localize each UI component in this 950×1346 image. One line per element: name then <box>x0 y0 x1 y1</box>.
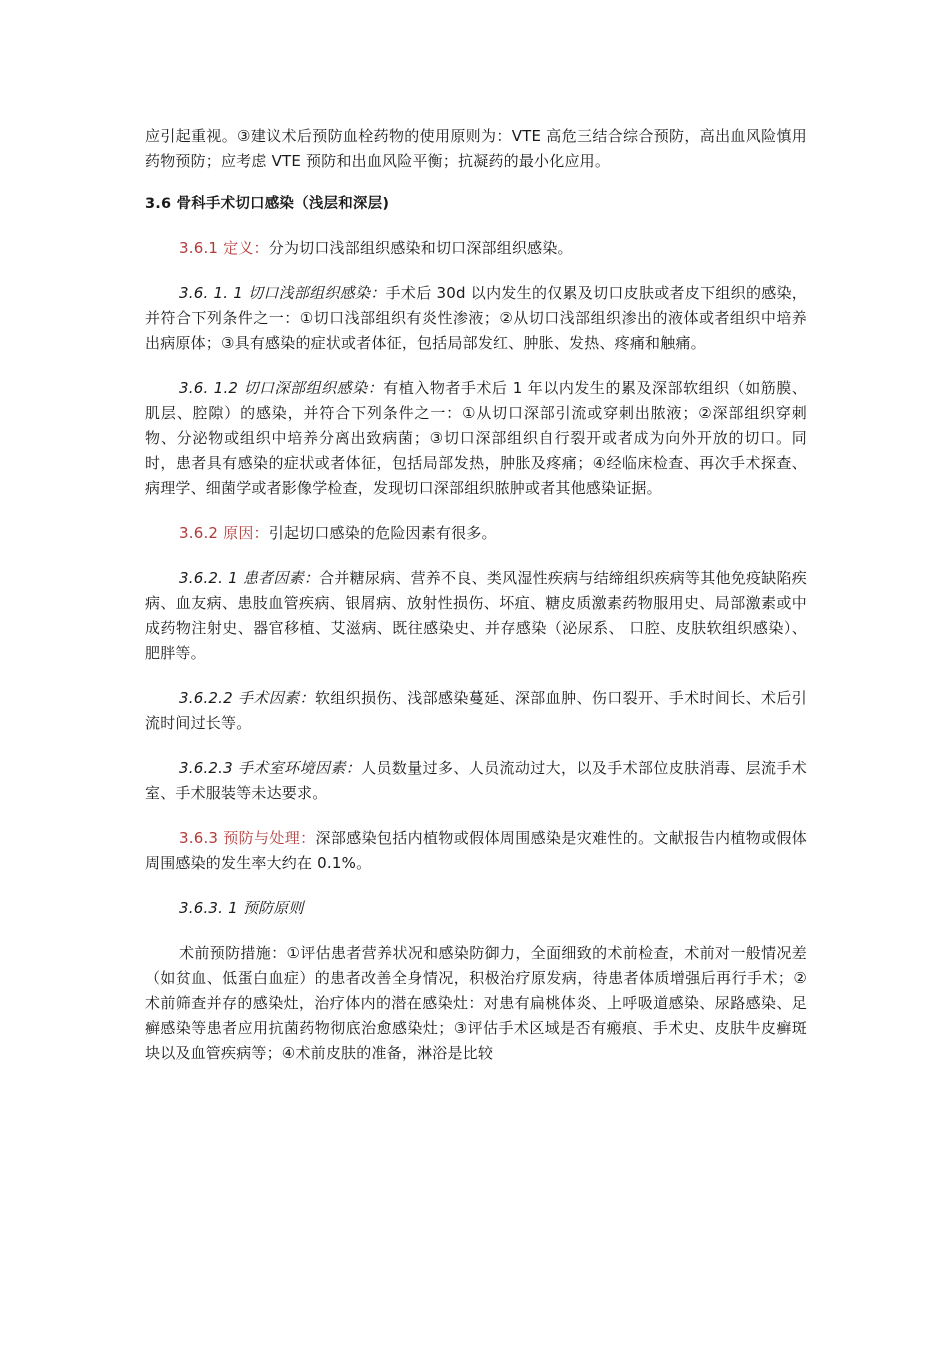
document-page <box>145 124 807 1066</box>
section-label: 3.6.2.3 手术室环境因素： <box>179 759 362 777</box>
section-label: 3.6.3 预防与处理： <box>179 829 316 847</box>
section-3-6-2 <box>145 521 807 546</box>
section-3-6-1 <box>145 236 807 261</box>
section-text: 软组织损伤、浅部感染蔓延、深部血肿、伤口裂开、手术时间长、术后引流时间过长等。 <box>145 689 807 732</box>
section-label: 3.6. 1.2 切口深部组织感染： <box>179 379 384 397</box>
section-3-6-2-2 <box>145 686 807 736</box>
paragraph-vte-principles: 应引起重视。③建议术后预防血栓药物的使用原则为：VTE 高危三结合综合预防，高出血风险慎用药物预防；应考虑 VTE 预防和出血风险平衡；抗凝药的最小化应用。 <box>145 127 807 170</box>
section-text: 引起切口感染的危险因素有很多。 <box>268 524 497 542</box>
section-label: 3.6.3. 1 预防原则 <box>179 899 304 917</box>
paragraph-preop-measures: 术前预防措施：①评估患者营养状况和感染防御力，全面细致的术前检查，术前对一般情况差（如贫血、低蛋白血症）的患者改善全身情况，积极治疗原发病，待患者体质增强后再行手术；②术前筛查并存的感染灶，治疗体内的潜在感染灶：对患有扁桃体炎、上呼吸道感染、尿路感染、足癣感染等患者应用抗菌药物彻底治愈感染灶；③评估手术区域是否有瘢痕、手术史、皮肤牛皮癣斑块以及血管疾病等；④术前皮肤的准备，淋浴是比较 <box>145 944 807 1062</box>
section-heading-3-6: 3.6 骨科手术切口感染（浅层和深层) <box>145 196 390 212</box>
section-text: 合并糖尿病、营养不良、类风湿性疾病与结缔组织疾病等其他免疫缺陷疾病、血友病、患肢血管疾病、银屑病、放射性损伤、坏疽、糖皮质激素药物服用史、局部激素或中成药物注射史、器官移植、艾滋病、既往感染史、并存感染（泌尿系、 口腔、皮肤软组织感染）、肥胖等。 <box>145 569 807 662</box>
section-label: 3.6.2. 1 患者因素： <box>179 569 320 587</box>
section-text: 有植入物者手术后 1 年以内发生的累及深部软组织（如筋膜、肌层、腔隙）的感染，并符合下列条件之一：①从切口深部引流或穿刺出脓液；②深部组织穿刺物、分泌物或组织中培养分离出致病菌；③切口深部组织自行裂开或者成为向外开放的切口。同时，患者具有感染的症状或者体征，包括局部发热，肿胀及疼痛；④经临床检查、再次手术探查、病理学、细菌学或者影像学检查，发现切口深部组织脓肿或者其他感染证据。 <box>145 379 807 497</box>
section-3-6-1-2 <box>145 376 807 501</box>
section-text: 人员数量过多、人员流动过大，以及手术部位皮肤消毒、层流手术室、手术服装等未达要求。 <box>145 759 807 802</box>
section-text: 手术后 30d 以内发生的仅累及切口皮肤或者皮下组织的感染，并符合下列条件之一：①切口浅部组织有炎性渗液；②从切口浅部组织渗出的液体或者组织中培养出病原体；③具有感染的症状或者体征，包括局部发红、肿胀、发热、疼痛和触痛。 <box>145 284 807 352</box>
section-3-6-2-1 <box>145 566 807 666</box>
section-text: 分为切口浅部组织感染和切口深部组织感染。 <box>268 239 573 257</box>
section-3-6-2-3 <box>145 756 807 806</box>
section-label: 3.6.2.2 手术因素： <box>179 689 315 707</box>
section-3-6-1-1 <box>145 281 807 356</box>
section-label: 3.6. 1. 1 切口浅部组织感染： <box>179 284 386 302</box>
section-text: 深部感染包括内植物或假体周围感染是灾难性的。文献报告内植物或假体周围感染的发生率大约在 0.1%。 <box>145 829 808 872</box>
section-label: 3.6.1 定义： <box>179 239 269 257</box>
section-label: 3.6.2 原因： <box>179 524 269 542</box>
section-3-6-3 <box>145 826 807 876</box>
section-3-6-3-1 <box>145 896 807 921</box>
